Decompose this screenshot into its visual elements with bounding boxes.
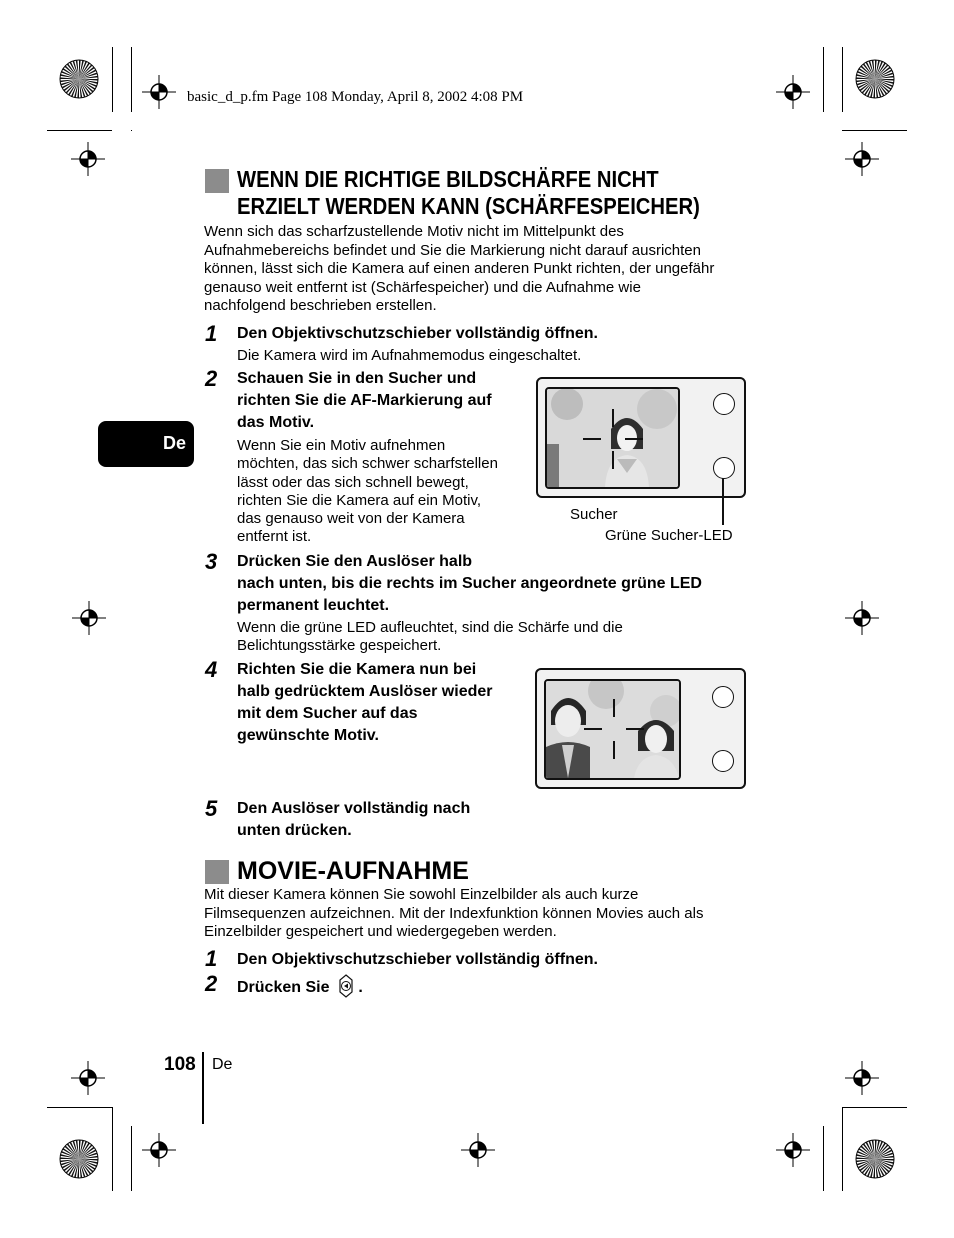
step-instruction: [237, 368, 492, 434]
crop-mark: [842, 1107, 907, 1108]
step-note-line: das genauso weit von der Kamera: [237, 510, 465, 528]
step-instruction-line: nach unten, bis die rechts im Sucher angeordnete grüne LED: [237, 575, 702, 592]
caption-viewfinder: Sucher: [570, 506, 618, 523]
step-instruction-line: Schauen Sie in den Sucher und: [237, 370, 477, 387]
section-marker-square: [205, 860, 229, 884]
color-star-target-icon: [855, 1139, 895, 1179]
step-note: [237, 619, 623, 656]
registration-mark-icon: [845, 1061, 879, 1095]
section-marker-square: [205, 169, 229, 193]
registration-mark-icon: [845, 142, 879, 176]
step-instruction: Den Objektivschutzschieber vollständig öffnen.: [237, 325, 598, 342]
color-star-target-icon: [59, 1139, 99, 1179]
green-led-icon: [712, 750, 734, 772]
intro-line: genauso weit entfernt ist (Schärfespeicher) und die Aufnahme wie: [204, 278, 641, 296]
registration-mark-icon: [461, 1133, 495, 1167]
crop-mark: [47, 130, 112, 131]
intro-line: Filmsequenzen aufzeichnen. Mit der Indexfunktion können Movies auch als: [204, 904, 704, 922]
section1-title-line2: ERZIELT WERDEN KANN (SCHÄRFESPEICHER): [237, 193, 700, 219]
section1-title-line1: WENN DIE RICHTIGE BILDSCHÄRFE NICHT: [237, 166, 659, 192]
step-instruction: [237, 551, 702, 617]
crop-mark: [131, 1126, 132, 1191]
page-number: 108: [164, 1054, 196, 1075]
step-instruction-end: .: [358, 979, 363, 996]
step-note: Die Kamera wird im Aufnahmemodus eingeschaltet.: [237, 347, 582, 364]
language-side-tab: [98, 421, 194, 467]
intro-line: Mit dieser Kamera können Sie sowohl Einzelbilder als auch kurze: [204, 886, 639, 903]
step-instruction-line: mit dem Sucher auf das: [237, 705, 418, 722]
intro-line: nachfolgend beschrieben erstellen.: [204, 297, 437, 314]
step-number: 2: [205, 366, 218, 391]
footer-divider: [202, 1052, 204, 1124]
registration-mark-icon: [72, 601, 106, 635]
registration-mark-icon: [142, 75, 176, 109]
language-side-tab-label: De: [162, 433, 186, 453]
step-instruction-text: Drücken Sie: [237, 979, 330, 996]
registration-mark-icon: [776, 75, 810, 109]
registration-mark-icon: [71, 1061, 105, 1095]
step-instruction: [237, 659, 492, 747]
intro-line: können, lässt sich die Kamera auf einen anderen Punkt richten, der ungefähr: [204, 260, 715, 277]
intro-line: Aufnahmebereichs befindet und Sie die Markierung nicht darauf ausrichten: [204, 241, 701, 259]
step-instruction: Den Objektivschutzschieber vollständig öffnen.: [237, 951, 598, 968]
crop-mark: [131, 130, 132, 131]
step-instruction-line: richten Sie die AF-Markierung auf: [237, 392, 492, 409]
footer-language: De: [212, 1056, 233, 1073]
movie-mode-button-icon: [338, 974, 354, 998]
step-note-line: richten Sie die Kamera auf ein Motiv,: [237, 491, 482, 509]
viewfinder-photo-2: [544, 679, 681, 780]
crop-mark: [112, 47, 113, 112]
step-instruction-line: gewünschte Motiv.: [237, 727, 379, 744]
intro-line: Einzelbilder gespeichert und wiedergegeben werden.: [204, 923, 557, 940]
viewfinder-photo: [545, 387, 680, 489]
viewfinder-figure-2: [535, 668, 746, 789]
af-target-mark-icon: [583, 409, 643, 469]
intro-line: Wenn sich das scharfzustellende Motiv nicht im Mittelpunkt des: [204, 223, 624, 240]
green-led-icon: [713, 457, 735, 479]
viewfinder-indicator-icon: [713, 393, 735, 415]
step-note: [237, 437, 498, 547]
viewfinder-indicator-icon: [712, 686, 734, 708]
step-note-line: entfernt ist.: [237, 528, 312, 546]
crop-mark: [842, 130, 907, 131]
step-instruction: [237, 974, 363, 999]
section2-intro: [204, 886, 764, 942]
registration-mark-icon: [776, 1133, 810, 1167]
viewfinder-figure: [536, 377, 746, 498]
step-number: 2: [205, 971, 218, 996]
section1-intro: [204, 223, 764, 316]
step-note-line: möchten, das sich schwer scharfstellen: [237, 455, 498, 473]
step-number: 5: [205, 796, 218, 821]
step-note-line: Belichtungsstärke gespeichert.: [237, 637, 442, 655]
color-star-target-icon: [855, 59, 895, 99]
crop-mark: [823, 1126, 824, 1191]
step-instruction-line: Drücken Sie den Auslöser halb: [237, 553, 473, 570]
step-instruction-line: Den Auslöser vollständig nach: [237, 800, 471, 817]
crop-mark: [47, 1107, 112, 1108]
crop-mark: [131, 47, 132, 112]
crop-mark: [823, 47, 824, 112]
step-instruction-line: das Motiv.: [237, 414, 315, 431]
crop-mark: [842, 47, 843, 112]
step-number: 3: [205, 549, 218, 574]
registration-mark-icon: [845, 601, 879, 635]
step-number: 1: [205, 321, 218, 346]
step-instruction-line: unten drücken.: [237, 822, 352, 839]
step-instruction-line: permanent leuchtet.: [237, 597, 390, 614]
registration-mark-icon: [142, 1133, 176, 1167]
crop-mark: [112, 1107, 113, 1191]
step-number: 1: [205, 946, 218, 971]
step-note-line: Wenn die grüne LED aufleuchtet, sind die Schärfe und die: [237, 619, 623, 636]
registration-mark-icon: [71, 142, 105, 176]
file-info-header: basic_d_p.fm Page 108 Monday, April 8, 2002 4:08 PM: [187, 89, 524, 105]
step-number: 4: [205, 657, 218, 682]
crop-mark: [842, 1107, 843, 1191]
step-note-line: lässt oder das sich schnell bewegt,: [237, 473, 469, 491]
step-instruction-line: Richten Sie die Kamera nun bei: [237, 661, 477, 678]
step-instruction: [237, 798, 470, 842]
color-star-target-icon: [59, 59, 99, 99]
af-target-mark-icon: [584, 699, 644, 759]
step-note-line: Wenn Sie ein Motiv aufnehmen: [237, 437, 446, 454]
led-leader-line: [722, 478, 724, 525]
step-instruction-line: halb gedrücktem Auslöser wieder: [237, 683, 493, 700]
caption-green-led: Grüne Sucher-LED: [605, 527, 733, 544]
section2-title: MOVIE-AUFNAHME: [237, 857, 469, 885]
